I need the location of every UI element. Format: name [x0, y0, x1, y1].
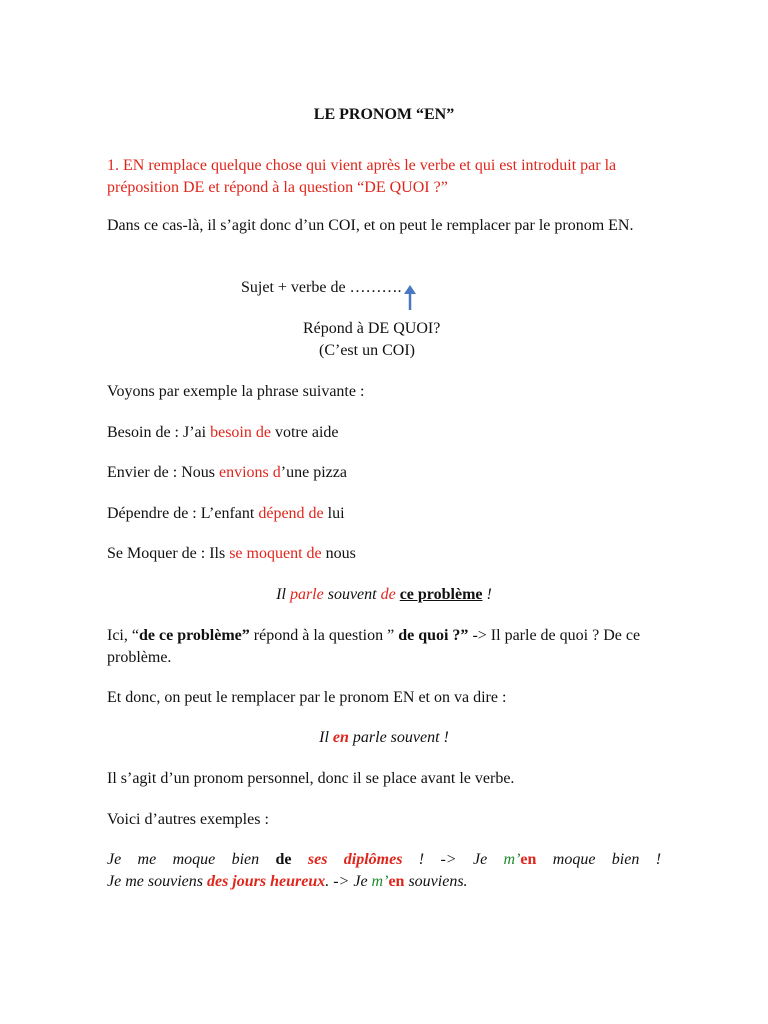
ex-highlight: ses diplômes [307, 851, 403, 868]
example-rest: lui [323, 505, 345, 522]
result-part: Il [319, 729, 333, 746]
sentence-complement: ce problème [399, 586, 483, 603]
example-label: Dépendre de : L’enfant [107, 505, 259, 522]
example-highlight: besoin de [210, 424, 271, 441]
ex-part: souviens. [404, 873, 468, 890]
explain-part: répond à la question ” [249, 627, 399, 644]
example-rest: nous [321, 545, 356, 562]
ex-pronoun: en [520, 851, 537, 868]
result-sentence [107, 727, 661, 749]
example-rest: votre aide [270, 424, 339, 441]
explain-part: -> Il parle de quoi ? De ce problème. [107, 627, 641, 666]
intro-paragraph: Dans ce cas-là, il s’agit donc d’un COI, et on peut le remplacer par le pronom EN. [107, 217, 634, 234]
pronoun-paragraph: Il s’agit d’un pronom personnel, donc il se place avant le verbe. [107, 770, 515, 787]
ex-pronoun: en [388, 873, 405, 890]
example-rest: ’une pizza [280, 464, 347, 481]
result-pronoun: en [332, 729, 349, 746]
ex-part: . -> Je [325, 873, 372, 890]
other-example-1 [107, 849, 661, 871]
schema-line: Sujet + verbe de ………. [241, 279, 402, 296]
explanation-paragraph [107, 625, 661, 669]
ex-bold: de [275, 851, 292, 868]
sentence-part: souvent [323, 586, 381, 603]
voici-paragraph: Voici d’autres exemples : [107, 811, 269, 828]
ex-green: m’ [503, 851, 521, 868]
arrow-up-icon [403, 285, 417, 311]
example-label: Se Moquer de : Ils [107, 545, 230, 562]
explain-bold: de ce problème” [138, 627, 250, 644]
sample-sentence [107, 584, 661, 606]
example-label: Envier de : Nous [107, 464, 219, 481]
ex-part [292, 851, 308, 868]
example-line [107, 503, 661, 525]
ex-part: Je me souviens [107, 873, 207, 890]
result-part: parle souvent ! [348, 729, 449, 746]
ex-part: moque bien ! [536, 851, 662, 868]
example-highlight: dépend de [258, 505, 324, 522]
page-title: LE PRONOM “EN” [313, 106, 455, 123]
explain-part: Ici, “ [107, 627, 139, 644]
sentence-preposition: de [380, 586, 396, 603]
example-line [107, 543, 661, 565]
example-highlight: envions d [218, 464, 281, 481]
donc-paragraph: Et donc, on peut le remplacer par le pronom EN et on va dire : [107, 689, 507, 706]
sentence-part: ! [482, 586, 492, 603]
example-label: Besoin de : J’ai [107, 424, 211, 441]
rule-paragraph: 1. EN remplace quelque chose qui vient après le verbe et qui est introduit par la préposition DE et répond à la question “DE QUOI ?” [107, 157, 617, 196]
example-line [107, 462, 661, 484]
explain-bold: de quoi ?” [398, 627, 469, 644]
other-example-2 [107, 871, 661, 893]
example-highlight: se moquent de [229, 545, 322, 562]
sentence-verb: parle [289, 586, 324, 603]
voyons-paragraph: Voyons par exemple la phrase suivante : [107, 383, 365, 400]
ex-highlight: des jours heureux [206, 873, 326, 890]
ex-green: m’ [371, 873, 389, 890]
example-line [107, 422, 661, 444]
schema-answer-2: (C’est un COI) [319, 342, 415, 359]
ex-part: ! -> Je [402, 851, 504, 868]
ex-part: Je me moque bien [107, 851, 276, 868]
schema-answer-1: Répond à DE QUOI? [303, 320, 441, 337]
sentence-part: Il [276, 586, 290, 603]
